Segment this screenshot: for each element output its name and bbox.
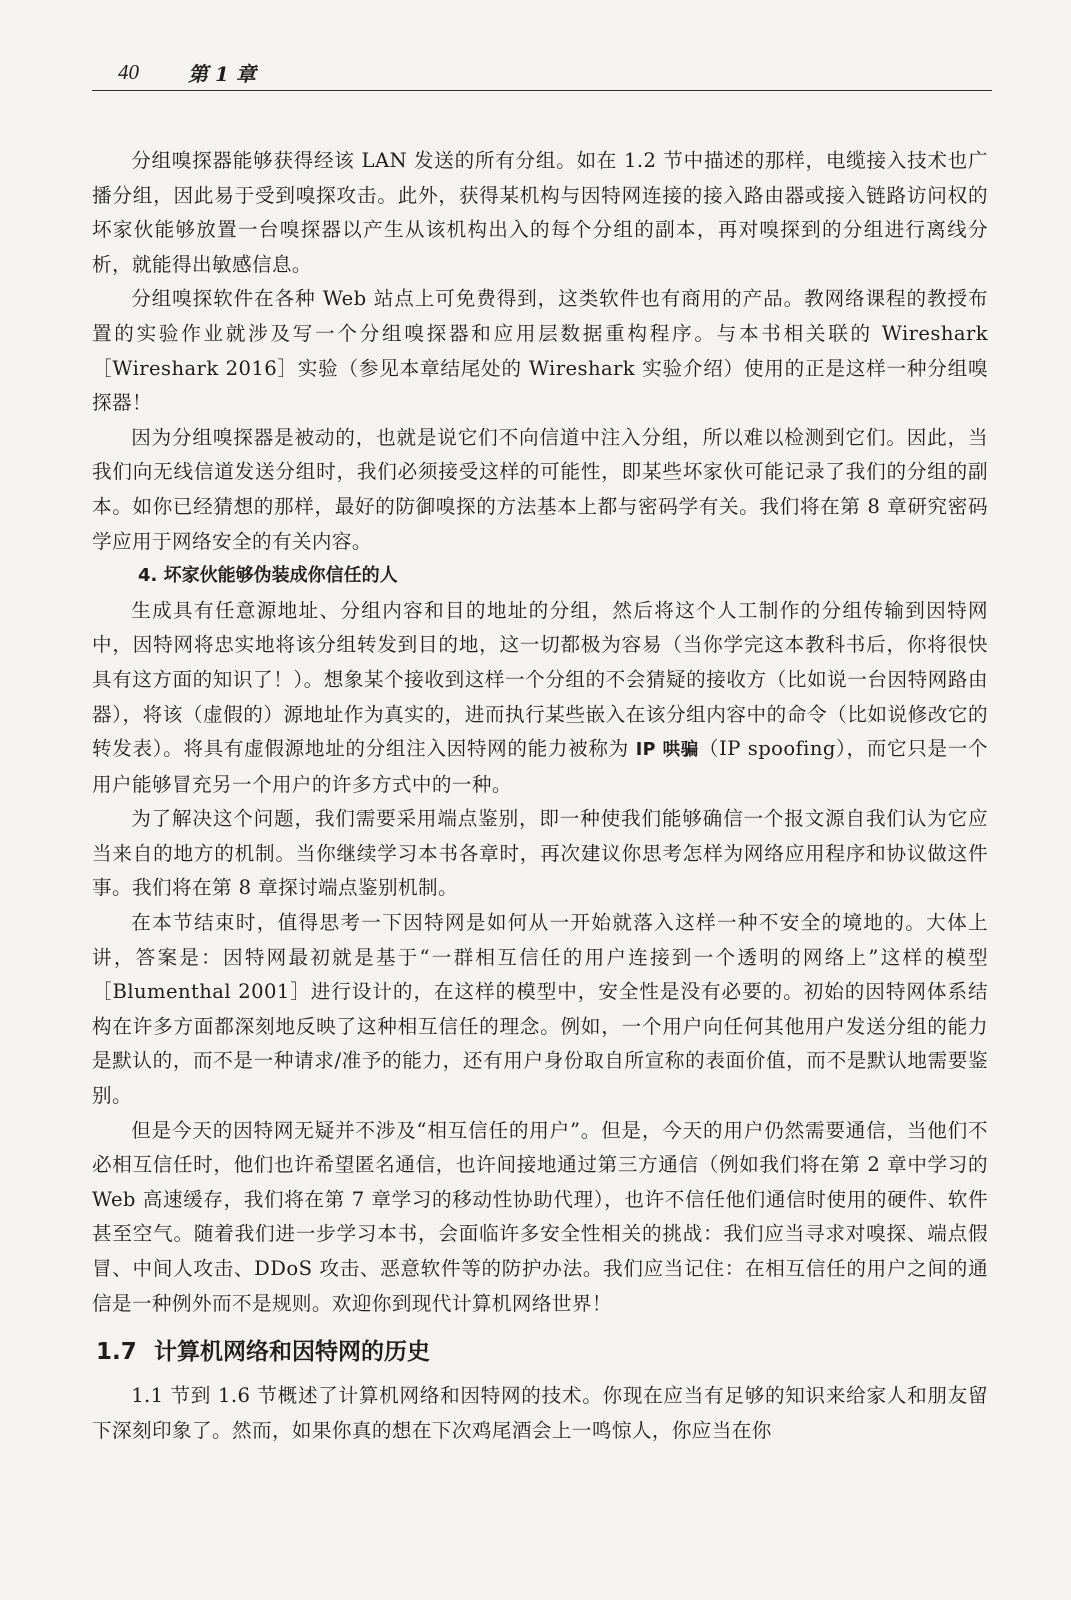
paragraph-text: ，即一种使我们能够确信一个报文源自我们认为它应当来自的地方的机制。当你继续学习本书各章时，再次建议你思考怎样为网络应用程序和协议做这件事。我们将在第 8 章探讨端点鉴别机制。 xyxy=(92,807,988,900)
key-term: 端点鉴别 xyxy=(437,807,519,831)
paragraph: 但是今天的因特网无疑并不涉及“相互信任的用户”。但是，今天的用户仍然需要通信，当他们不必相互信任时，他们也许希望匿名通信，也许间接地通过第三方通信（例如我们将在第 2 章中学习的 Web 高速缓存，我们将在第 7 章学习的移动性协助代理），也许不信任他们通信时使用的硬件、软件甚至空气。随着我们进一步学习本书，会面临许多安全性相关的挑战：我们应当寻求对嗅探、端点假冒、中间人攻击、DDoS 攻击、恶意软件等的防护办法。我们应当记住：在相互信任的用户之间的通信是一种例外而不是规则。欢迎你到现代计算机网络世界！ xyxy=(92,1118,988,1315)
section-number: 1.7 xyxy=(96,1339,137,1366)
page-body xyxy=(92,144,988,1448)
section-title: 计算机网络和因特网的历史 xyxy=(154,1339,430,1366)
paragraph-text: 生成具有任意源地址、分组内容和目的地址的分组，然后将这个人工制作的分组传输到因特网中，因特网将忠实地将该分组转发到目的地，这一切都极为容易（当你学完这本教科书后，你将很快具有这方面的知识了！）。想象某个接收到这样一个分组的不会猜疑的接收方（比如说一台因特网路由器），将该（虚假的）源地址作为真实的，进而执行某些嵌入在该分组内容中的命令（比如说修改它的转发表）。将具有虚假源地址的分组注入因特网的能力被称为 xyxy=(92,598,988,761)
key-term: IP 哄骗 xyxy=(635,740,699,761)
chapter-label: 第 1 章 xyxy=(188,62,256,86)
paragraph xyxy=(92,594,988,803)
running-header xyxy=(92,58,992,91)
paragraph: 分组嗅探软件在各种 Web 站点上可免费得到，这类软件也有商用的产品。教网络课程的教授布置的实验作业就涉及写一个分组嗅探器和应用层数据重构程序。与本书相关联的 Wireshark ［Wireshark 2016］实验（参见本章结尾处的 Wireshark 实验介绍）使用的正是这样一种分组嗅探器！ xyxy=(92,287,988,415)
paragraph-text: （IP spoofing），而它只是一个用户能够冒充另一个用户的许多方式中的一种。 xyxy=(92,737,988,796)
paragraph: 分组嗅探器能够获得经该 LAN 发送的所有分组。如在 1.2 节中描述的那样，电缆接入技术也广播分组，因此易于受到嗅探攻击。此外，获得某机构与因特网连接的接入路由器或接入链路访问权的坏家伙能够放置一台嗅探器以产生从该机构出入的每个分组的副本，再对嗅探到的分组进行离线分析，就能得出敏感信息。 xyxy=(92,149,988,276)
page-number: 40 xyxy=(118,60,139,84)
section-heading xyxy=(96,1335,988,1369)
paragraph: 在本节结束时，值得思考一下因特网是如何从一开始就落入这样一种不安全的境地的。大体上讲，答案是：因特网最初就是基于“一群相互信任的用户连接到一个透明的网络上”这样的模型［Blumenthal 2001］进行设计的，在这样的模型中，安全性是没有必要的。初始的因特网体系结构在许多方面都深刻地反映了这种相互信任的理念。例如，一个用户向任何其他用户发送分组的能力是默认的，而不是一种请求/准予的能力，还有用户身份取自所宣称的表面价值，而不是默认地需要鉴别。 xyxy=(92,911,988,1108)
paragraph: 因为分组嗅探器是被动的，也就是说它们不向信道中注入分组，所以难以检测到它们。因此，当我们向无线信道发送分组时，我们必须接受这样的可能性，即某些坏家伙可能记录了我们的分组的副本。如你已经猜想的那样，最好的防御嗅探的方法基本上都与密码学有关。我们将在第 8 章研究密码学应用于网络安全的有关内容。 xyxy=(92,425,988,553)
paragraph: 1.1 节到 1.6 节概述了计算机网络和因特网的技术。你现在应当有足够的知识来给家人和朋友留下深刻印象了。然而，如果你真的想在下次鸡尾酒会上一鸣惊人，你应当在你 xyxy=(92,1384,988,1442)
list-item-heading: 4. 坏家伙能够伪装成你信任的人 xyxy=(138,565,398,587)
paragraph-text: 为了解决这个问题，我们需要采用 xyxy=(131,807,438,831)
paragraph xyxy=(92,802,988,906)
